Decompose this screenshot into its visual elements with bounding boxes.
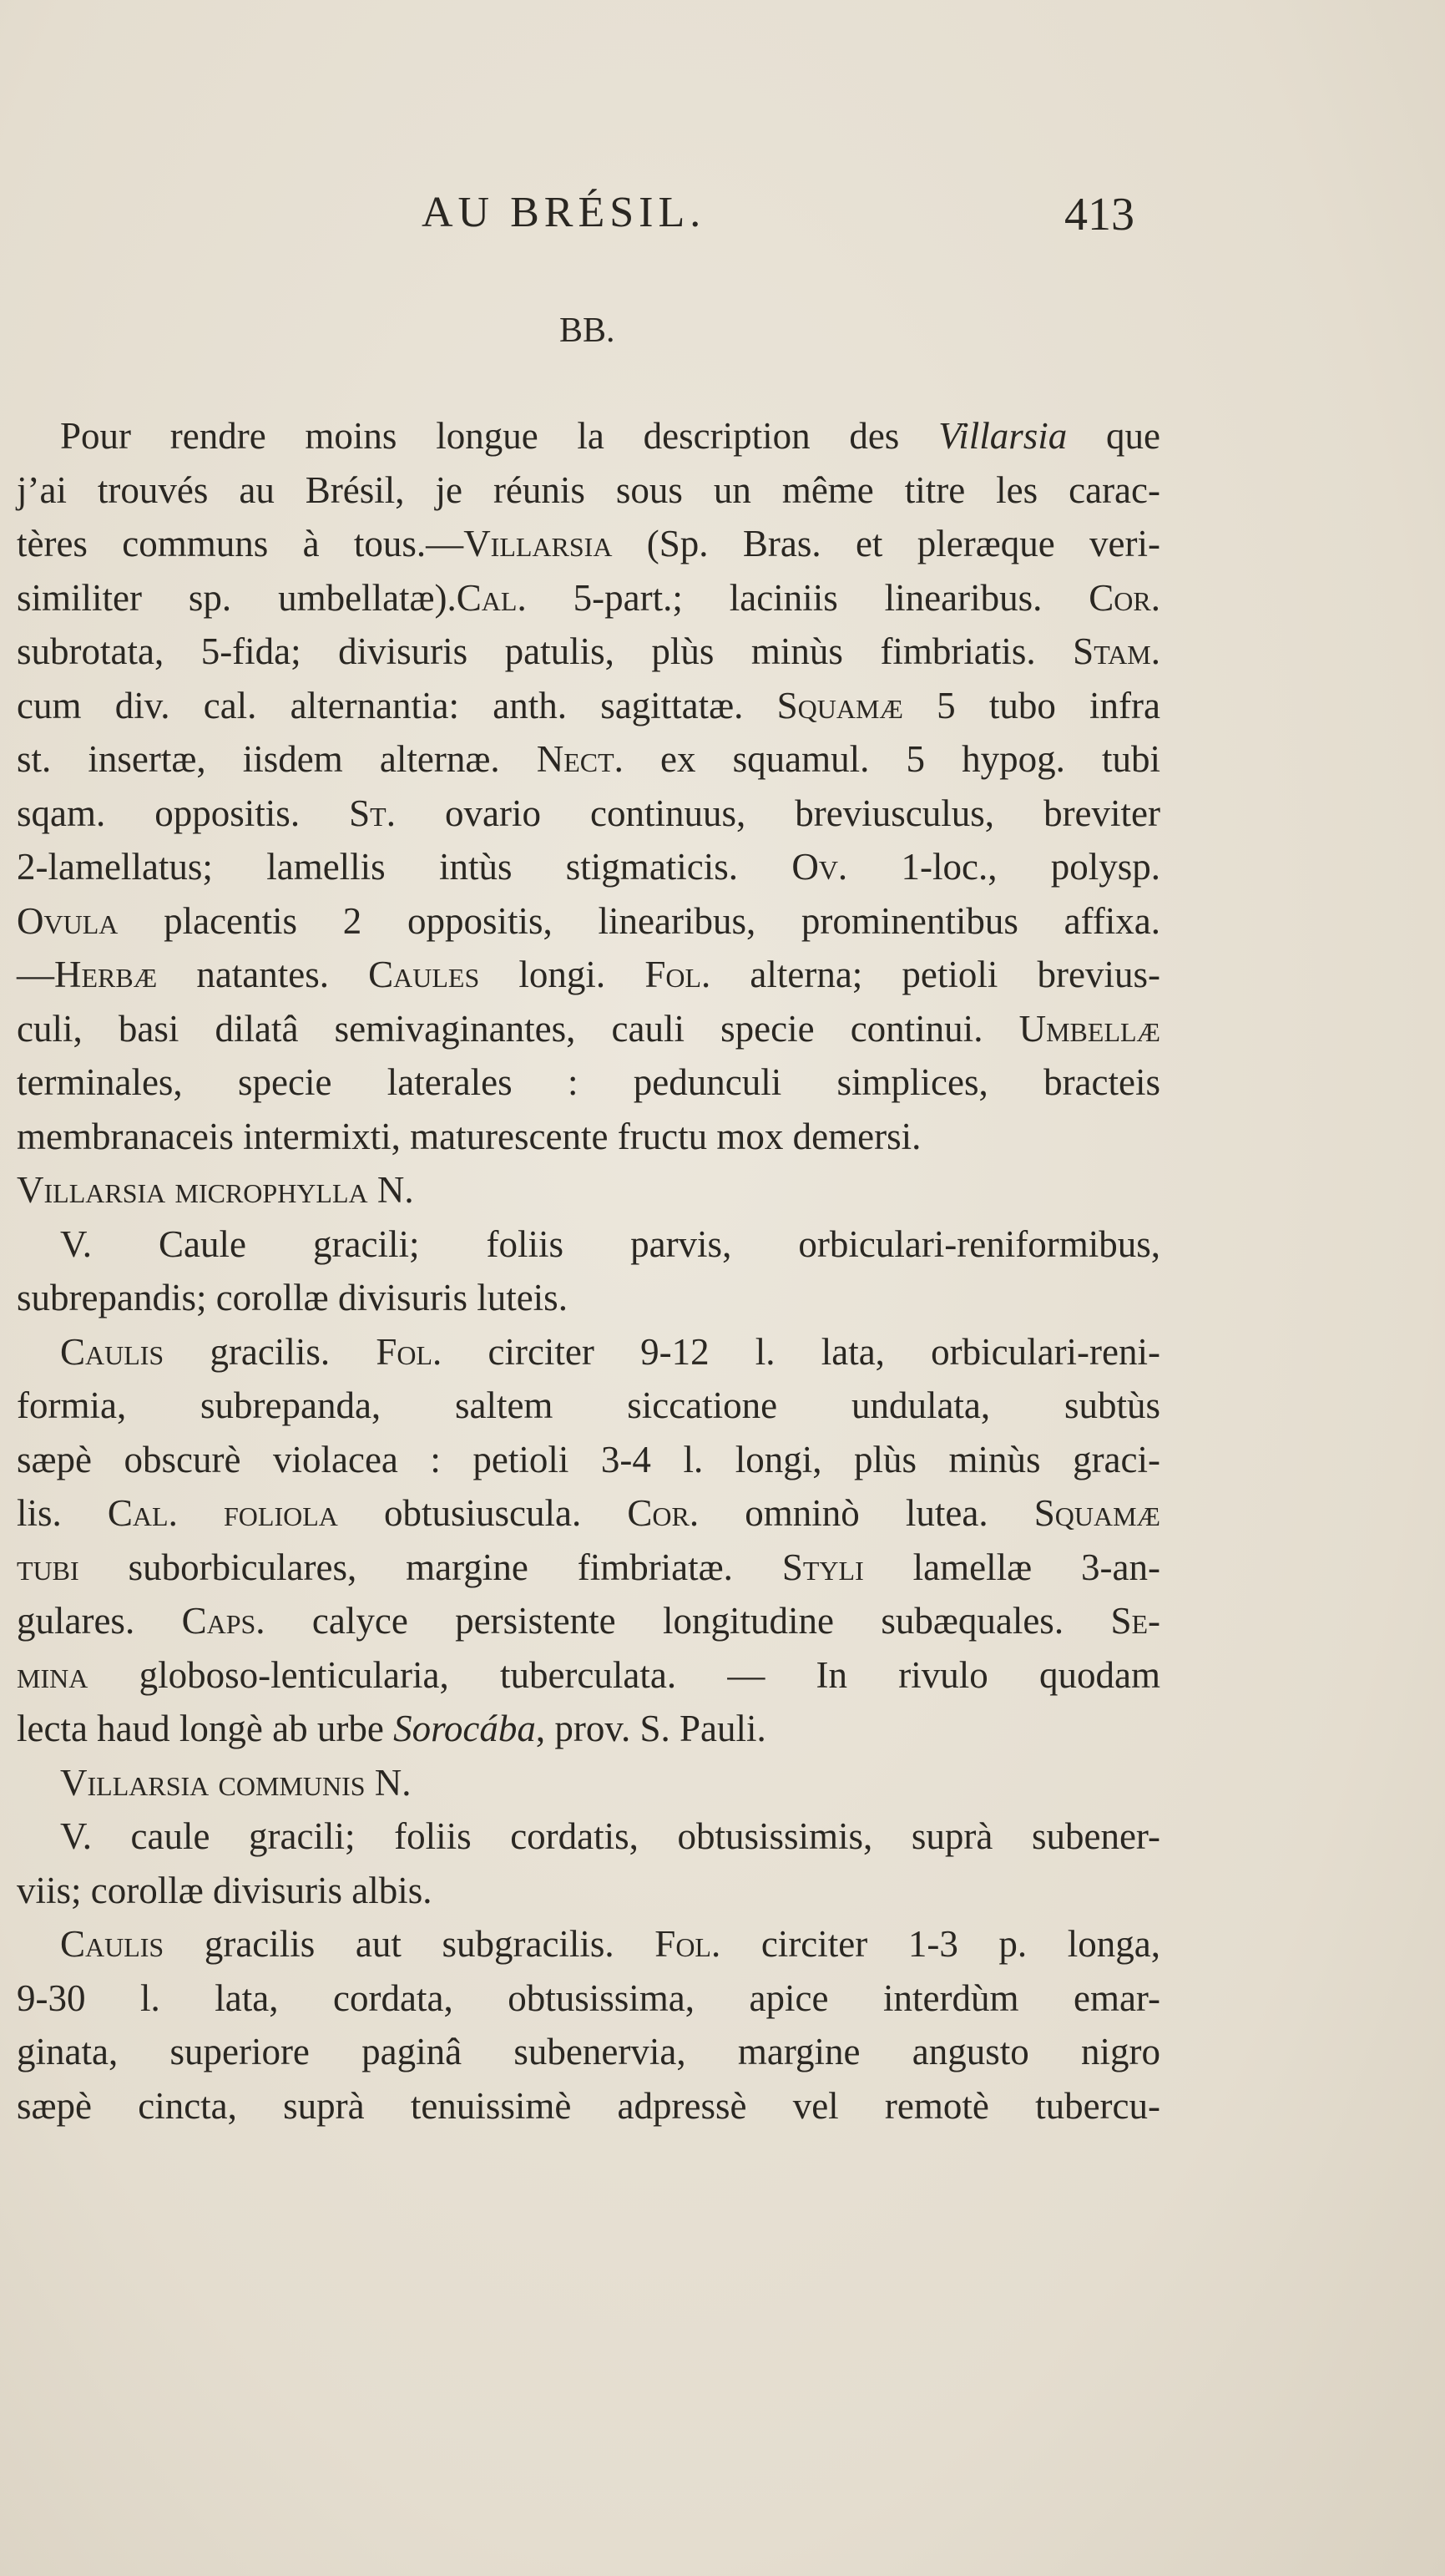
text-line	[17, 2025, 1160, 2079]
text-line	[17, 1271, 1160, 1325]
text-segment: gulares.	[17, 1600, 182, 1642]
running-head	[0, 188, 1445, 246]
text-line	[17, 1756, 1160, 1810]
text-line	[17, 1971, 1160, 2026]
text-segment: Styli	[781, 1546, 864, 1588]
text-segment: N.	[365, 1761, 412, 1804]
text-segment: Sorocába	[393, 1708, 536, 1749]
text-segment: que	[1067, 415, 1160, 457]
text-segment: Ov.	[791, 846, 848, 888]
text-segment: globoso-lenticularia, tuberculata. — In rivulo quodam	[88, 1653, 1160, 1696]
text-segment: mina	[17, 1653, 88, 1696]
text-line	[17, 894, 1160, 949]
text-segment: ginata, superiore paginâ subenervia, margine angusto nigro	[17, 2031, 1160, 2072]
text-segment: Herbæ	[54, 954, 158, 995]
text-line	[17, 1325, 1160, 1379]
text-segment: culi, basi dilatâ semivaginantes, cauli specie continui.	[17, 1007, 1019, 1050]
text-segment: suborbiculares, margine fimbriatæ.	[78, 1546, 782, 1588]
text-line	[17, 1702, 1160, 1756]
text-segment: Stam.	[1073, 630, 1160, 672]
text-segment: Squamæ	[776, 684, 903, 726]
text-segment: 5-part.; laciniis linearibus.	[526, 576, 1089, 619]
text-segment: circiter 9-12 l. lata, orbiculari-reni-	[442, 1330, 1160, 1373]
text-segment: sæpè obscurè violacea : petioli 3-4 l. longi, plùs minùs graci-	[17, 1438, 1160, 1480]
text-segment: Fol.	[376, 1330, 442, 1373]
text-segment: V. caule gracili; foliis cordatis, obtusissimis, suprà subener-	[60, 1815, 1160, 1857]
text-line	[17, 1594, 1160, 1648]
text-segment: Caulis	[60, 1330, 164, 1373]
text-line	[17, 409, 1160, 463]
text-segment: formia, subrepanda, saltem siccatione undulata, subtùs	[17, 1384, 1160, 1426]
text-line	[17, 948, 1160, 1002]
text-segment: gracilis aut subgracilis.	[164, 1923, 655, 1965]
text-segment: Fol.	[644, 954, 711, 995]
text-line	[17, 1648, 1160, 1703]
text-segment: Squamæ	[1033, 1492, 1160, 1534]
text-segment: viis; corollæ divisuris albis.	[17, 1869, 432, 1911]
text-segment: 1-loc., polysp.	[847, 846, 1160, 888]
text-segment: V. Caule gracili; foliis parvis, orbiculari-reniformibus,	[60, 1222, 1160, 1265]
text-segment: sæpè cincta, suprà tenuissimè adpressè vel remotè tubercu-	[17, 2084, 1160, 2127]
text-line	[17, 2079, 1160, 2133]
text-line	[17, 571, 1160, 625]
text-segment: Nect.	[536, 738, 624, 780]
running-title: AU BRÉSIL.	[422, 189, 706, 236]
text-segment: Pour rendre moins longue la description des	[60, 415, 939, 457]
text-segment: Villarsia communis	[60, 1761, 366, 1804]
text-segment: Fol.	[654, 1923, 721, 1965]
text-line	[17, 1055, 1160, 1110]
text-line	[17, 625, 1160, 679]
text-segment: membranaceis intermixti, maturescente fructu mox demersi.	[17, 1115, 922, 1157]
text-segment: subrepandis; corollæ divisuris luteis.	[17, 1277, 568, 1318]
text-segment: Se-	[1110, 1600, 1160, 1642]
text-segment: Cal.	[456, 576, 527, 619]
text-segment: Umbellæ	[1018, 1007, 1160, 1050]
text-line	[17, 787, 1160, 841]
text-segment: Villarsia	[938, 415, 1068, 457]
text-line	[17, 1541, 1160, 1595]
text-segment: ex squamul. 5 hypog. tubi	[623, 738, 1161, 780]
text-segment: placentis 2 oppositis, linearibus, prominentibus affixa.	[118, 899, 1160, 942]
text-segment: , prov. S. Pauli.	[535, 1708, 766, 1749]
text-line	[17, 517, 1160, 571]
text-segment	[178, 1492, 224, 1534]
text-segment: terminales, specie laterales : pedunculi simplices, bracteis	[17, 1061, 1160, 1103]
text-line	[17, 1379, 1160, 1433]
text-segment: lamellæ 3-an-	[863, 1546, 1161, 1588]
text-segment: Cor.	[627, 1492, 700, 1534]
text-segment: Cor.	[1089, 576, 1160, 619]
text-segment: circiter 1-3 p. longa,	[720, 1923, 1161, 1965]
text-line	[17, 1110, 1160, 1164]
text-segment: natantes.	[157, 954, 369, 995]
text-segment: tubi	[17, 1546, 79, 1588]
text-segment: calyce persistente longitudine subæquales.	[265, 1600, 1111, 1642]
text-segment: 5 tubo infra	[902, 684, 1160, 726]
text-line	[17, 1163, 1160, 1217]
text-line	[17, 1217, 1160, 1272]
text-segment: ovario continuus, breviusculus, breviter	[395, 792, 1160, 834]
text-segment: foliola	[223, 1492, 338, 1534]
text-segment: St.	[349, 792, 396, 834]
text-segment: j’ai trouvés au Brésil, je réunis sous un même titre les carac-	[17, 468, 1160, 511]
body-text	[17, 409, 1160, 2133]
text-segment: omninò lutea.	[699, 1492, 1034, 1534]
text-segment: gracilis.	[164, 1330, 376, 1373]
text-segment: Caps.	[181, 1600, 265, 1642]
text-segment: —	[17, 954, 54, 995]
text-line	[17, 1864, 1160, 1918]
text-segment: 9-30 l. lata, cordata, obtusissima, apice interdùm emar-	[17, 1976, 1160, 2019]
text-segment: Cal.	[107, 1492, 178, 1534]
text-segment: (Sp. Bras. et pleræque veri-	[612, 523, 1160, 564]
text-segment: Ovula	[17, 899, 119, 942]
text-line	[17, 1433, 1160, 1487]
text-segment: lecta haud longè ab urbe	[17, 1708, 394, 1749]
text-segment: tères communs à tous.—	[17, 523, 464, 564]
text-segment: alterna; petioli brevius-	[710, 954, 1161, 995]
text-segment: Caules	[368, 954, 480, 995]
text-line	[17, 1002, 1160, 1056]
text-segment: N.	[367, 1169, 414, 1211]
text-segment: st. insertæ, iisdem alternæ.	[17, 738, 537, 780]
text-line	[17, 1486, 1160, 1541]
text-line	[17, 463, 1160, 518]
text-line	[17, 732, 1160, 787]
text-line	[17, 840, 1160, 894]
section-mark: BB.	[559, 311, 615, 350]
text-line	[17, 679, 1160, 733]
text-segment: longi.	[479, 954, 645, 995]
text-segment: similiter sp. umbellatæ).	[17, 576, 457, 619]
text-segment: obtusiuscula.	[337, 1492, 628, 1534]
text-segment: Caulis	[60, 1923, 164, 1965]
text-segment: Villarsia	[463, 523, 613, 564]
text-line	[17, 1809, 1160, 1864]
text-line	[17, 1917, 1160, 1971]
text-segment: sqam. oppositis.	[17, 792, 350, 834]
page-number: 413	[1064, 189, 1134, 240]
text-segment: 2-lamellatus; lamellis intùs stigmaticis.	[17, 846, 792, 888]
text-segment: subrotata, 5-fida; divisuris patulis, plùs minùs fimbriatis.	[17, 630, 1074, 672]
text-segment: cum div. cal. alternantia: anth. sagittatæ.	[17, 684, 777, 726]
text-segment: Villarsia microphylla	[17, 1169, 368, 1211]
text-segment: lis.	[17, 1492, 108, 1534]
